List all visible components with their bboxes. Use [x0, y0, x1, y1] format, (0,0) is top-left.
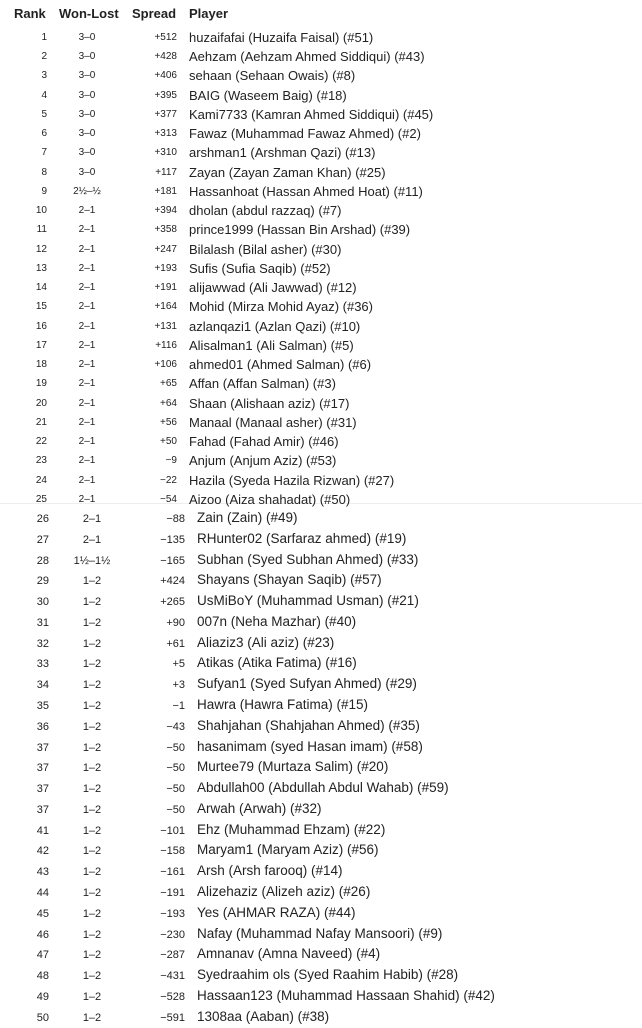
rank-cell: 14 — [35, 282, 47, 294]
rank-cell: 36 — [36, 720, 49, 733]
player-cell: Kami7733 (Kamran Ahmed Siddiqui) (#45) — [189, 106, 434, 122]
player-cell: Subhan (Syed Subhan Ahmed) (#33) — [197, 551, 419, 567]
rank-cell: 4 — [41, 89, 47, 101]
spread-cell: −54 — [160, 493, 177, 505]
table-row — [0, 655, 642, 674]
spread-cell: −50 — [166, 741, 185, 754]
table-row — [0, 593, 642, 612]
spread-cell: −287 — [160, 949, 185, 962]
rank-cell: 3 — [41, 70, 47, 82]
table-row — [0, 280, 642, 299]
spread-cell: +61 — [166, 637, 185, 650]
player-cell: Hassanhoat (Hassan Ahmed Hoat) (#11) — [189, 183, 423, 199]
rank-cell: 41 — [36, 824, 49, 837]
rank-cell: 33 — [36, 658, 49, 671]
won-lost-cell: 2–1 — [78, 224, 96, 236]
rank-cell: 34 — [36, 679, 49, 692]
player-cell: Arwah (Arwah) (#32) — [197, 800, 322, 816]
won-lost-cell: 2–1 — [78, 416, 96, 428]
player-cell: Shayans (Shayan Saqib) (#57) — [197, 572, 382, 588]
player-cell: Arsh (Arsh farooq) (#14) — [197, 863, 343, 879]
spread-cell: −50 — [166, 803, 185, 816]
rank-cell: 30 — [36, 596, 49, 609]
rank-cell: 16 — [35, 320, 47, 332]
player-cell: Manaal (Manaal asher) (#31) — [189, 414, 357, 430]
won-lost-cell: 3–0 — [78, 89, 96, 101]
rank-cell: 17 — [35, 339, 47, 351]
spread-cell: +265 — [160, 596, 185, 609]
player-cell: hasanimam (syed Hasan imam) (#58) — [197, 738, 423, 754]
won-lost-cell: 1–2 — [82, 824, 102, 837]
spread-cell: +424 — [160, 575, 185, 588]
won-lost-cell: 1–2 — [82, 575, 102, 588]
rank-cell: 12 — [35, 243, 47, 255]
table-row — [0, 222, 642, 241]
spread-cell: −135 — [160, 533, 185, 546]
table-row — [0, 801, 642, 820]
rank-cell: 27 — [36, 533, 49, 546]
spread-cell: −50 — [166, 783, 185, 796]
player-cell: Shahjahan (Shahjahan Ahmed) (#35) — [197, 717, 420, 733]
won-lost-cell: 1–2 — [82, 720, 102, 733]
spread-cell: −591 — [160, 1011, 185, 1024]
spread-cell: +65 — [160, 378, 177, 390]
player-cell: huzaifafai (Huzaifa Faisal) (#51) — [189, 30, 374, 45]
won-lost-cell: 1–2 — [82, 679, 102, 692]
spread-cell: +64 — [160, 397, 177, 409]
rank-cell: 37 — [36, 783, 49, 796]
rank-cell: 46 — [36, 928, 49, 941]
player-cell: Hawra (Hawra Fatima) (#15) — [197, 697, 369, 713]
won-lost-cell: 3–0 — [78, 32, 96, 43]
spread-cell: +191 — [154, 282, 177, 294]
player-cell: 1308aa (Aaban) (#38) — [197, 1008, 330, 1024]
table-row — [0, 552, 642, 571]
table-row — [0, 165, 642, 184]
won-lost-cell: 2–1 — [78, 301, 96, 313]
table-row — [0, 510, 642, 529]
table-row — [0, 415, 642, 434]
rank-cell: 28 — [36, 554, 49, 567]
won-lost-cell: 1–2 — [82, 637, 102, 650]
table-row — [0, 242, 642, 261]
player-cell: Alisalman1 (Ali Salman) (#5) — [189, 337, 354, 353]
table-row — [0, 261, 642, 280]
player-cell: Bilalash (Bilal asher) (#30) — [189, 241, 342, 257]
player-cell: arshman1 (Arshman Qazi) (#13) — [189, 145, 376, 161]
rank-cell: 44 — [36, 887, 49, 900]
won-lost-cell: 1½–1½ — [73, 554, 111, 567]
player-cell: Maryam1 (Maryam Aziz) (#56) — [197, 842, 379, 858]
rank-cell: 26 — [36, 513, 49, 525]
rank-cell: 15 — [35, 301, 47, 313]
table-row — [0, 434, 642, 453]
won-lost-cell: 2–1 — [78, 397, 96, 409]
spread-cell: −165 — [160, 554, 185, 567]
rank-cell: 48 — [36, 970, 49, 983]
spread-cell: −528 — [160, 990, 185, 1003]
spread-cell: −191 — [160, 887, 185, 900]
won-lost-cell: 3–0 — [78, 147, 96, 159]
rank-cell: 10 — [35, 205, 47, 217]
player-cell: Fawaz (Muhammad Fawaz Ahmed) (#2) — [189, 126, 421, 142]
table-row — [0, 184, 642, 203]
player-cell: Sufyan1 (Syed Sufyan Ahmed) (#29) — [197, 676, 417, 692]
player-cell: RHunter02 (Sarfaraz ahmed) (#19) — [197, 530, 407, 546]
rank-cell: 47 — [36, 949, 49, 962]
table-row — [0, 396, 642, 415]
rank-cell: 6 — [41, 128, 47, 140]
won-lost-cell: 1–2 — [82, 928, 102, 941]
won-lost-cell: 1–2 — [82, 866, 102, 879]
player-cell: UsMiBoY (Muhammad Usman) (#21) — [197, 593, 419, 609]
spread-cell: +106 — [154, 359, 177, 371]
spread-cell: +193 — [154, 262, 177, 274]
spread-cell: +116 — [155, 339, 177, 351]
won-lost-cell: 3–0 — [78, 108, 96, 120]
rank-cell: 37 — [36, 741, 49, 754]
spread-cell: −43 — [166, 720, 185, 733]
won-lost-cell: 1–2 — [82, 845, 102, 858]
table-row — [0, 635, 642, 654]
won-lost-cell: 2–1 — [78, 243, 96, 255]
won-lost-cell: 2½–½ — [73, 185, 101, 197]
won-lost-cell: 1–2 — [82, 783, 102, 796]
player-cell: alijawwad (Ali Jawwad) (#12) — [189, 280, 357, 296]
table-row — [0, 30, 642, 49]
table-row — [0, 319, 642, 338]
table-row — [0, 905, 642, 924]
player-cell: Amnanav (Amna Naveed) (#4) — [197, 946, 381, 962]
won-lost-cell: 3–0 — [78, 51, 96, 63]
table-row — [0, 338, 642, 357]
spread-cell: −88 — [166, 513, 185, 525]
rank-cell: 21 — [35, 416, 47, 428]
player-cell: Fahad (Fahad Amir) (#46) — [189, 434, 339, 450]
table-row — [0, 376, 642, 395]
spread-cell: −158 — [160, 845, 185, 858]
table-row — [0, 49, 642, 68]
player-cell: Aliaziz3 (Ali aziz) (#23) — [197, 634, 335, 650]
spread-cell: −193 — [160, 907, 185, 920]
player-cell: dholan (abdul razzaq) (#7) — [189, 203, 342, 219]
spread-cell: +131 — [154, 320, 177, 332]
table-row — [0, 88, 642, 107]
spread-cell: −230 — [160, 928, 185, 941]
table-row — [0, 884, 642, 903]
spread-cell: +428 — [154, 51, 177, 63]
table-row — [0, 145, 642, 164]
spread-cell: +358 — [154, 224, 177, 236]
player-cell: Shaan (Alishaan aziz) (#17) — [189, 395, 350, 411]
player-cell: BAIG (Waseem Baig) (#18) — [189, 87, 347, 103]
spread-cell: −431 — [160, 970, 185, 983]
won-lost-cell: 1–2 — [82, 596, 102, 609]
table-row — [0, 299, 642, 318]
won-lost-header: Won-Lost — [59, 6, 119, 21]
player-cell: Hassaan123 (Muhammad Hassaan Shahid) (#42) — [197, 987, 495, 1003]
won-lost-cell: 2–1 — [82, 513, 102, 525]
spread-cell: +395 — [154, 89, 177, 101]
rank-cell: 37 — [36, 803, 49, 816]
spread-cell: +3 — [172, 679, 185, 692]
player-cell: Zayan (Zayan Zaman Khan) (#25) — [189, 164, 386, 180]
spread-header: Spread — [132, 6, 177, 21]
player-cell: Anjum (Anjum Aziz) (#53) — [189, 453, 337, 469]
rank-cell: 43 — [36, 866, 49, 879]
spread-cell: +310 — [154, 147, 177, 159]
rank-cell: 1 — [41, 32, 47, 43]
spread-cell: +164 — [154, 301, 177, 313]
table-row — [0, 614, 642, 633]
table-row — [0, 926, 642, 945]
spread-cell: −22 — [160, 474, 177, 486]
rank-cell: 37 — [36, 762, 49, 775]
spread-cell: +247 — [154, 243, 177, 255]
player-cell: Sufis (Sufia Saqib) (#52) — [189, 260, 331, 276]
table-row — [0, 492, 642, 511]
spread-cell: −50 — [166, 762, 185, 775]
won-lost-cell: 2–1 — [78, 320, 96, 332]
spread-cell: −1 — [172, 700, 185, 713]
player-cell: Aizoo (Aiza shahadat) (#50) — [189, 491, 351, 507]
won-lost-cell: 2–1 — [78, 378, 96, 390]
rank-cell: 8 — [41, 166, 47, 178]
table-row — [0, 68, 642, 87]
player-cell: Zain (Zain) (#49) — [197, 510, 298, 525]
table-row — [0, 676, 642, 695]
won-lost-cell: 1–2 — [82, 887, 102, 900]
table-row — [0, 697, 642, 716]
table-row — [0, 126, 642, 145]
player-cell: Ehz (Muhammad Ehzam) (#22) — [197, 821, 386, 837]
won-lost-cell: 2–1 — [78, 205, 96, 217]
player-cell: Nafay (Muhammad Nafay Mansoori) (#9) — [197, 925, 443, 941]
won-lost-cell: 1–2 — [82, 616, 102, 629]
spread-cell: +313 — [154, 128, 177, 140]
won-lost-cell: 1–2 — [82, 970, 102, 983]
table-row — [0, 988, 642, 1007]
table-row — [0, 718, 642, 737]
won-lost-cell: 3–0 — [78, 70, 96, 82]
won-lost-cell: 2–1 — [78, 282, 96, 294]
won-lost-cell: 2–1 — [78, 455, 96, 467]
rank-cell: 45 — [36, 907, 49, 920]
spread-cell: +56 — [160, 416, 177, 428]
spread-cell: +50 — [160, 436, 177, 448]
won-lost-cell: 2–1 — [78, 359, 96, 371]
table-row — [0, 453, 642, 472]
spread-cell: −161 — [160, 866, 185, 879]
player-cell: Aehzam (Aehzam Ahmed Siddiqui) (#43) — [189, 49, 425, 65]
won-lost-cell: 2–1 — [78, 436, 96, 448]
won-lost-cell: 1–2 — [82, 990, 102, 1003]
player-cell: azlanqazi1 (Azlan Qazi) (#10) — [189, 318, 361, 334]
table-row — [0, 759, 642, 778]
spread-cell: +181 — [154, 185, 177, 197]
spread-cell: +512 — [154, 32, 177, 43]
spread-cell: +5 — [172, 658, 185, 671]
player-cell: sehaan (Sehaan Owais) (#8) — [189, 68, 356, 84]
player-cell: Mohid (Mirza Mohid Ayaz) (#36) — [189, 299, 373, 315]
rank-cell: 2 — [41, 51, 47, 63]
table-row — [0, 739, 642, 758]
rank-cell: 7 — [41, 147, 47, 159]
table-row — [0, 967, 642, 986]
table-header — [0, 6, 642, 26]
won-lost-cell: 2–1 — [78, 493, 96, 505]
player-header: Player — [189, 6, 229, 21]
table-row — [0, 1009, 642, 1028]
won-lost-cell: 1–2 — [82, 741, 102, 754]
rank-cell: 19 — [35, 378, 47, 390]
won-lost-cell: 1–2 — [82, 949, 102, 962]
player-cell: Affan (Affan Salman) (#3) — [189, 376, 336, 392]
table-row — [0, 863, 642, 882]
rank-cell: 18 — [35, 359, 47, 371]
rank-cell: 50 — [36, 1011, 49, 1024]
rank-cell: 23 — [35, 455, 47, 467]
rank-cell: 25 — [35, 493, 47, 505]
player-cell: Syedraahim ols (Syed Raahim Habib) (#28) — [197, 967, 459, 983]
rank-cell: 9 — [41, 185, 47, 197]
rank-cell: 29 — [36, 575, 49, 588]
rank-cell: 35 — [36, 700, 49, 713]
won-lost-cell: 1–2 — [82, 700, 102, 713]
table-row — [0, 107, 642, 126]
table-row — [0, 531, 642, 550]
rank-cell: 42 — [36, 845, 49, 858]
won-lost-cell: 1–2 — [82, 658, 102, 671]
spread-cell: +377 — [154, 108, 177, 120]
rank-cell: 32 — [36, 637, 49, 650]
won-lost-cell: 1–2 — [82, 803, 102, 816]
rank-cell: 49 — [36, 990, 49, 1003]
won-lost-cell: 1–2 — [82, 1011, 102, 1024]
player-cell: 007n (Neha Mazhar) (#40) — [197, 613, 357, 629]
table-row — [0, 842, 642, 861]
table-row — [0, 572, 642, 591]
table-row — [0, 203, 642, 222]
rank-header: Rank — [14, 6, 46, 21]
table-row — [0, 946, 642, 965]
spread-cell: +394 — [154, 205, 177, 217]
rank-cell: 13 — [35, 262, 47, 274]
won-lost-cell: 2–1 — [82, 533, 102, 546]
rank-cell: 22 — [35, 436, 47, 448]
player-cell: Alizehaziz (Alizeh aziz) (#26) — [197, 884, 371, 900]
rank-cell: 31 — [36, 616, 49, 629]
won-lost-cell: 3–0 — [78, 166, 96, 178]
won-lost-cell: 1–2 — [82, 762, 102, 775]
table-row — [0, 822, 642, 841]
table-row — [0, 357, 642, 376]
rank-cell: 20 — [35, 397, 47, 409]
player-cell: Hazila (Syeda Hazila Rizwan) (#27) — [189, 472, 395, 488]
won-lost-cell: 2–1 — [78, 474, 96, 486]
rank-cell: 5 — [41, 108, 47, 120]
spread-cell: −101 — [160, 824, 185, 837]
spread-cell: +406 — [154, 70, 177, 82]
won-lost-cell: 2–1 — [78, 262, 96, 274]
player-cell: Abdullah00 (Abdullah Abdul Wahab) (#59) — [197, 780, 449, 796]
player-cell: Atikas (Atika Fatima) (#16) — [197, 655, 357, 671]
rank-cell: 24 — [35, 474, 47, 486]
player-cell: ahmed01 (Ahmed Salman) (#6) — [189, 357, 372, 373]
table-row — [0, 473, 642, 492]
spread-cell: +90 — [166, 616, 185, 629]
rank-cell: 11 — [36, 224, 47, 236]
table-row — [0, 780, 642, 799]
spread-cell: +117 — [155, 166, 177, 178]
won-lost-cell: 2–1 — [78, 339, 96, 351]
won-lost-cell: 1–2 — [82, 907, 102, 920]
won-lost-cell: 3–0 — [78, 128, 96, 140]
player-cell: Yes (AHMAR RAZA) (#44) — [197, 904, 356, 920]
player-cell: prince1999 (Hassan Bin Arshad) (#39) — [189, 222, 411, 238]
spread-cell: −9 — [165, 455, 177, 467]
player-cell: Murtee79 (Murtaza Salim) (#20) — [197, 759, 389, 775]
